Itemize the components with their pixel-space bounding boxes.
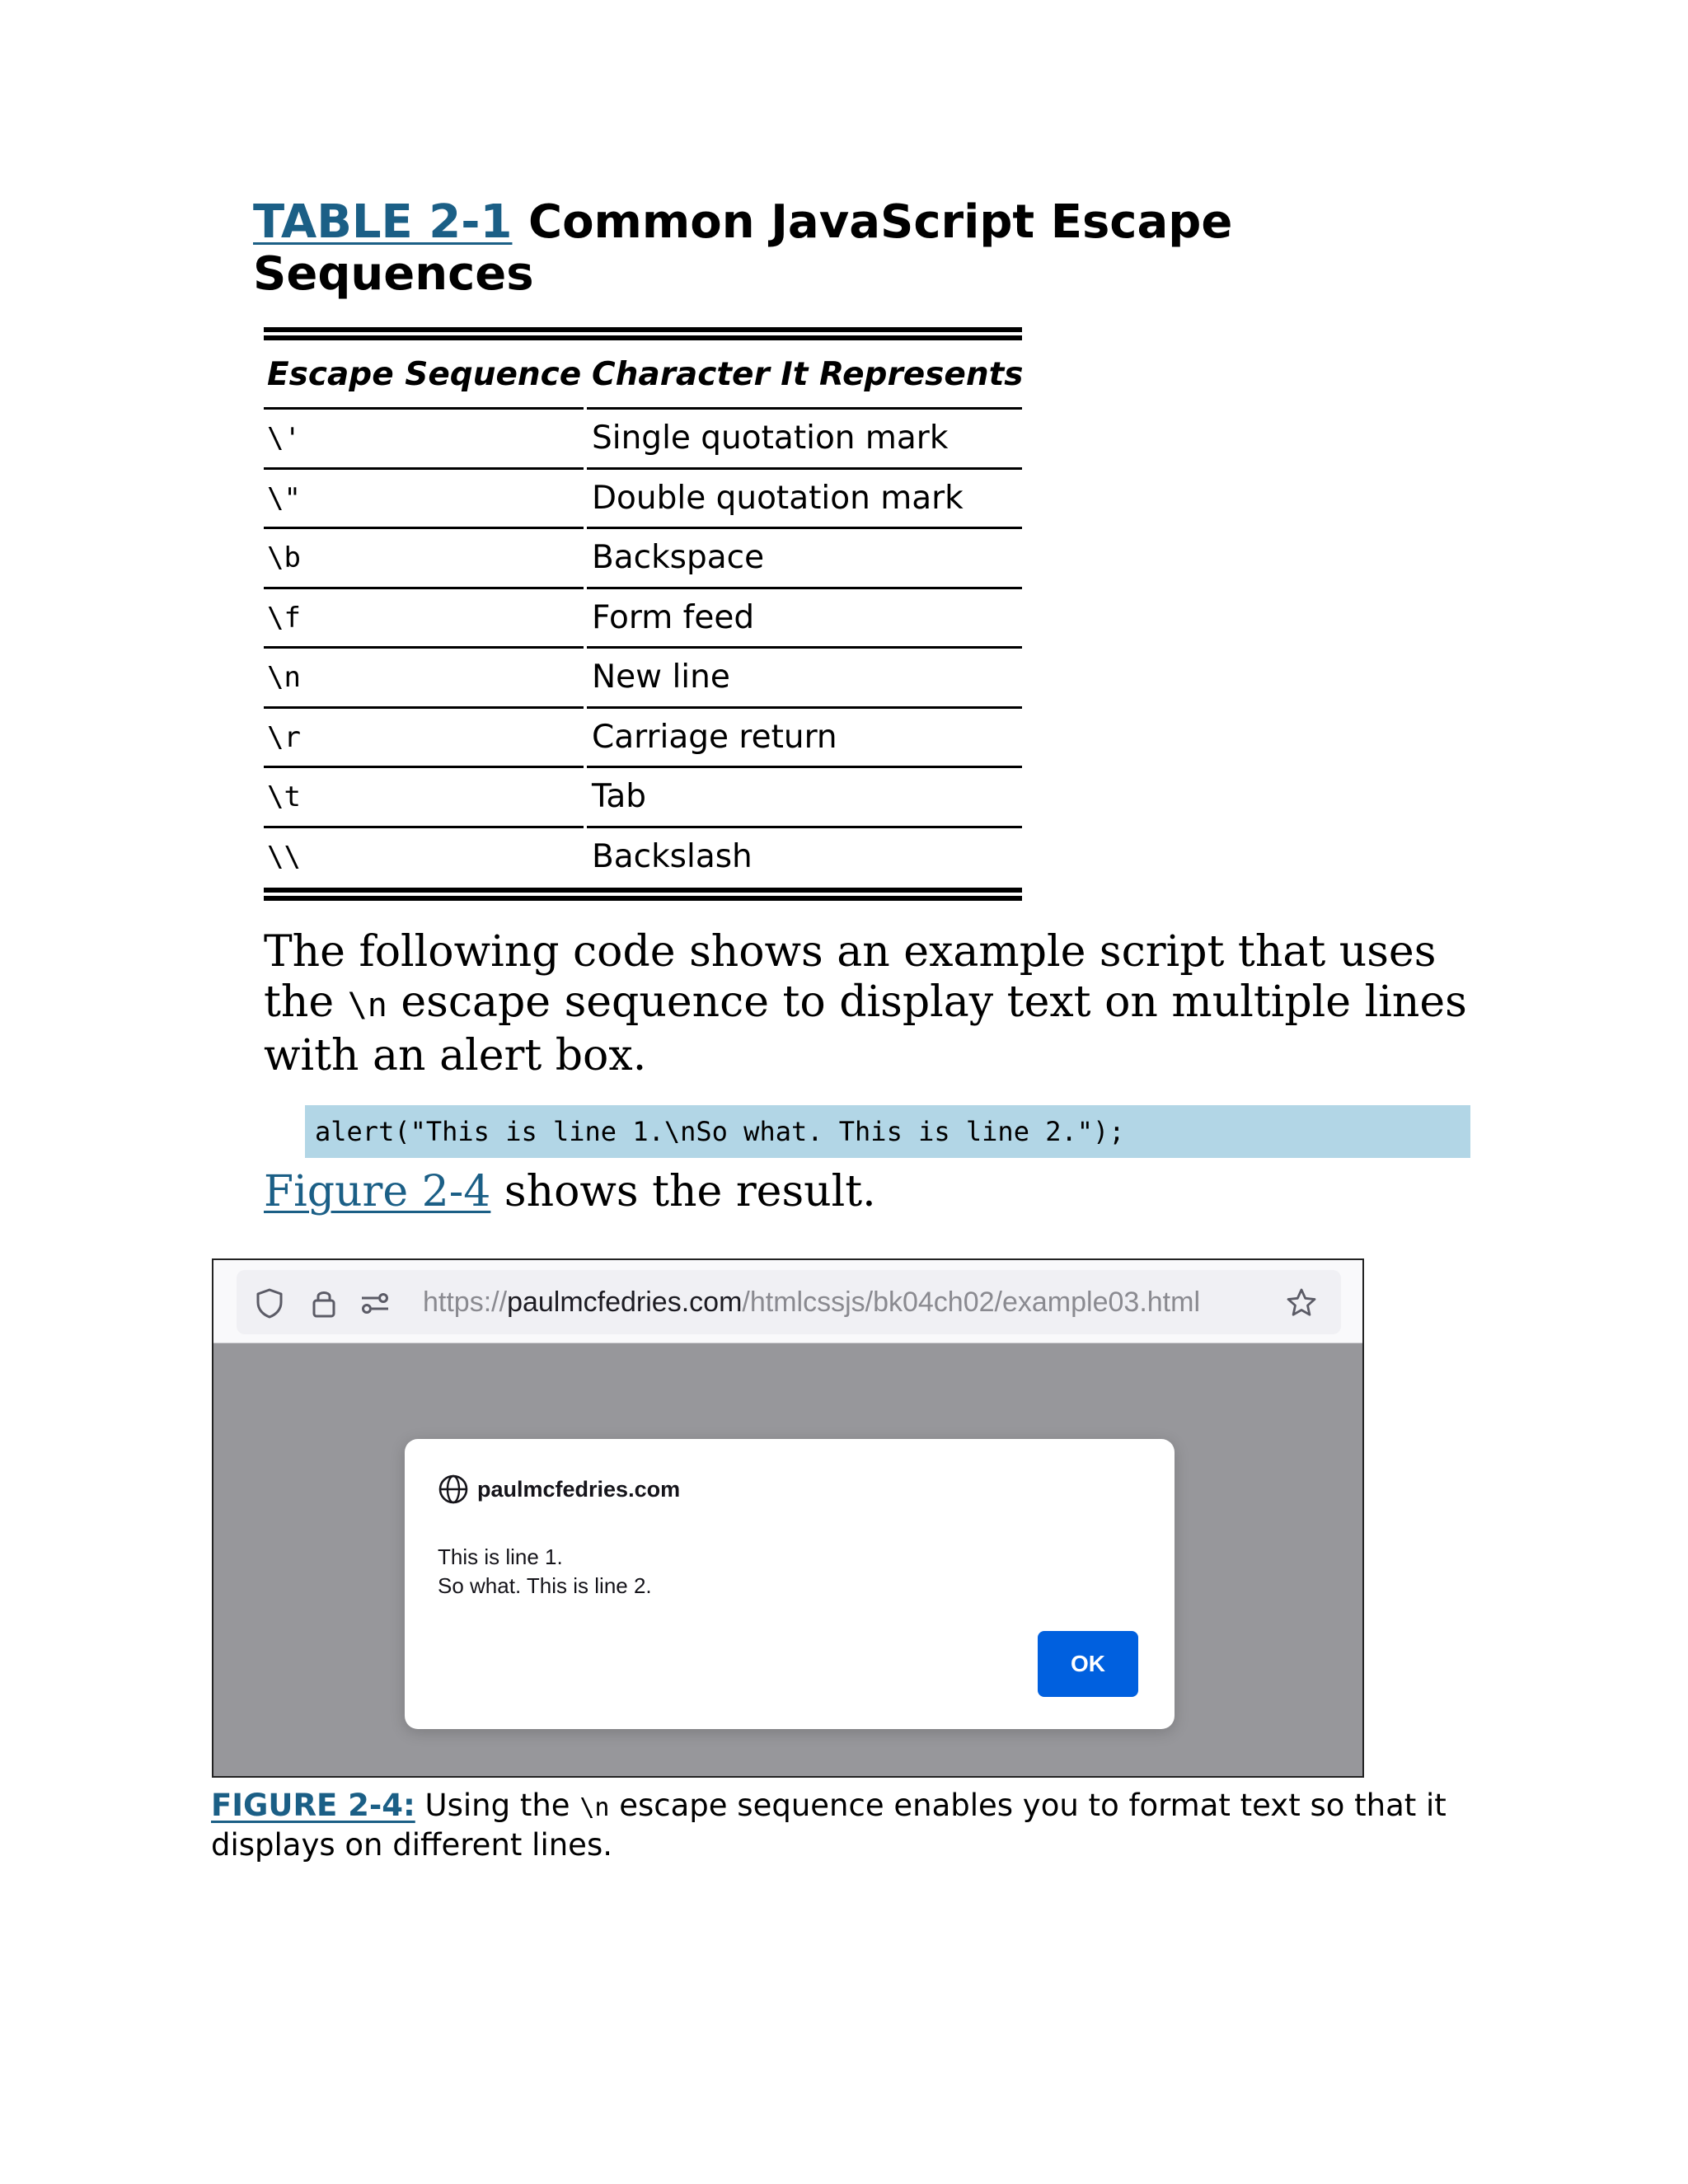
url-text[interactable] (423, 1270, 1200, 1334)
column-header-escape-sequence: Escape Sequence (264, 340, 584, 410)
caption-inline-code: \n (579, 1793, 610, 1822)
ok-button[interactable]: OK (1038, 1631, 1138, 1697)
caption-text-end: escape sequence enables you to format text so that it displays on different lines. (211, 1788, 1447, 1863)
escape-sequence-cell: \n (264, 649, 584, 709)
escape-sequence-cell: \f (264, 589, 584, 649)
permissions-icon[interactable] (359, 1286, 392, 1319)
url-host: paulmcfedries.com (507, 1286, 743, 1318)
dialog-message (438, 1543, 652, 1601)
alert-dialog (405, 1439, 1175, 1729)
dialog-message-line-2: So what. This is line 2. (438, 1573, 652, 1598)
table-reference-link[interactable]: TABLE 2-1 (253, 195, 513, 249)
paragraph-text-start: The following code shows an example script that uses the (264, 927, 1437, 1027)
figure-caption-label[interactable]: FIGURE 2-4: (211, 1788, 415, 1823)
url-path: /htmlcssjs/bk04ch02/example03.html (742, 1286, 1200, 1318)
shield-icon[interactable] (253, 1286, 286, 1319)
table-top-rule (264, 327, 1022, 340)
lock-icon[interactable] (307, 1286, 340, 1319)
figure-screenshot (212, 1258, 1364, 1778)
caption-text-start: Using the (415, 1788, 580, 1823)
table-title-text: Common JavaScript Escape Sequences (253, 195, 1233, 301)
body-paragraph (264, 927, 1484, 1081)
character-cell: Double quotation mark (587, 470, 1022, 530)
dialog-site-name: paulmcfedries.com (477, 1477, 681, 1502)
table-title (253, 196, 1325, 300)
address-bar[interactable] (237, 1270, 1341, 1334)
escape-sequence-cell: \\ (267, 840, 301, 874)
table-row (264, 828, 1022, 888)
url-scheme: https:// (423, 1286, 508, 1318)
dialog-message-line-1: This is line 1. (438, 1544, 563, 1569)
table-row (264, 410, 1022, 470)
character-cell: Carriage return (587, 709, 1022, 769)
code-block: alert("This is line 1.\nSo what. This is line 2."); (305, 1105, 1470, 1158)
escape-sequence-cell: \r (264, 709, 584, 769)
bookmark-star-icon[interactable] (1285, 1286, 1318, 1319)
character-cell: New line (587, 649, 1022, 709)
result-sentence (264, 1163, 876, 1221)
escape-sequence-cell: \t (264, 768, 584, 828)
table-row (264, 529, 1022, 589)
table-header-row (264, 340, 1022, 410)
table-row (264, 470, 1022, 530)
table-row (264, 589, 1022, 649)
character-cell: Backspace (587, 529, 1022, 589)
figure-reference-link[interactable]: Figure 2-4 (264, 1167, 491, 1216)
table-row (264, 649, 1022, 709)
escape-sequence-cell: \" (264, 470, 584, 530)
escape-sequence-cell: \' (264, 410, 584, 470)
result-text: shows the result. (490, 1167, 876, 1216)
character-cell: Single quotation mark (587, 410, 1022, 470)
paragraph-text-end: escape sequence to display text on multiple lines with an alert box. (264, 977, 1467, 1080)
character-cell: Tab (587, 768, 1022, 828)
table-bottom-rule (264, 888, 1022, 901)
table-row (264, 768, 1022, 828)
character-cell: Backslash (592, 837, 753, 875)
inline-code: \n (347, 987, 387, 1024)
globe-icon (438, 1474, 469, 1505)
character-cell: Form feed (587, 589, 1022, 649)
table-row (264, 709, 1022, 769)
column-header-character: Character It Represents (587, 340, 1022, 410)
browser-toolbar (213, 1260, 1362, 1343)
escape-sequence-cell: \b (264, 529, 584, 589)
figure-caption (211, 1787, 1489, 1863)
